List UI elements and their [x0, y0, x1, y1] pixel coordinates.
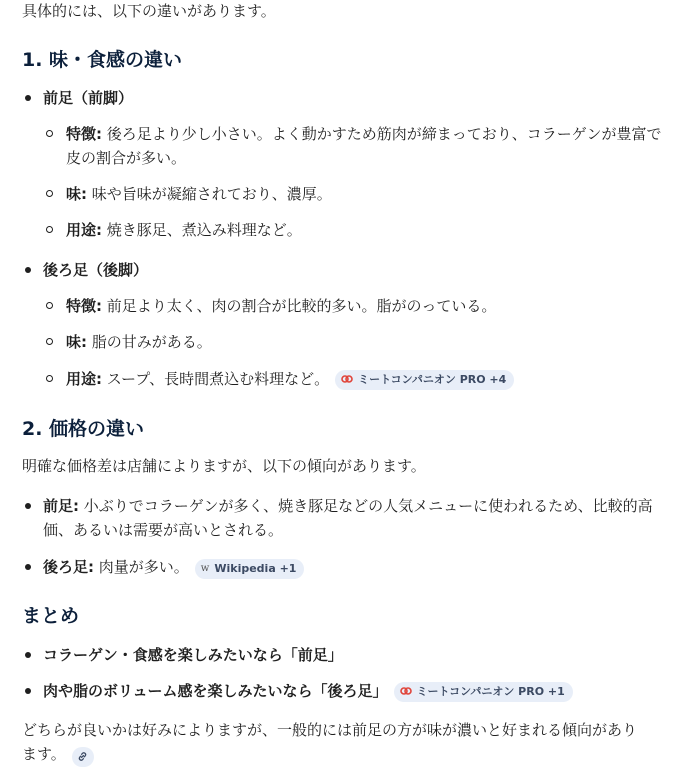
bullet-dot — [25, 652, 31, 658]
item-text: 脂の甘みがある。 — [87, 333, 212, 351]
bullet-dot — [25, 267, 31, 273]
bullet-dot — [25, 503, 31, 509]
source-chip-meat-companion[interactable] — [394, 682, 573, 702]
bullet-dot — [25, 688, 31, 694]
summary-text: コラーゲン・食感を楽しみたいなら「前足」 — [43, 646, 343, 664]
item-label: 用途: — [66, 221, 102, 239]
bullet-circle — [46, 190, 53, 197]
item-text: 小ぶりでコラーゲンが多く、焼き豚足などの人気メニューに使われるため、比較的高価、あるいは需要が高いとされる。 — [43, 497, 653, 539]
link-chip[interactable] — [72, 747, 94, 767]
bullet-dot — [25, 95, 31, 101]
price-intro: 明確な価格差は店舗によりますが、以下の傾向があります。 — [22, 457, 426, 475]
wikipedia-w-icon: w — [200, 563, 210, 574]
bullet-dot — [25, 564, 31, 570]
meat-companion-logo-icon — [400, 682, 412, 702]
item-label: 特徴: — [66, 297, 102, 315]
item-label: 味: — [66, 333, 87, 351]
source-chip-label: ミートコンパニオン PRO +1 — [416, 685, 565, 698]
item-text: 肉量が多い。 — [94, 558, 189, 576]
section-heading-summary: まとめ — [22, 605, 80, 627]
closing-text: どちらが良いかは好みによりますが、一般的には前足の方が味が濃いと好まれる傾向があります。 — [22, 721, 638, 763]
summary-text: 肉や脂のボリューム感を楽しみたいなら「後ろ足」 — [43, 682, 388, 700]
item-label: 前足: — [43, 497, 79, 515]
bullet-circle — [46, 226, 53, 233]
bullet-circle — [46, 302, 53, 309]
item-text: 前足より太く、肉の割合が比較的多い。脂がのっている。 — [102, 297, 497, 315]
back-title: 後ろ足（後脚） — [43, 261, 149, 279]
meat-companion-logo-icon — [341, 370, 353, 390]
source-chip-meat-companion[interactable] — [335, 370, 514, 390]
item-text: 後ろ足より少し小さい。よく動かすため筋肉が締まっており、コラーゲンが豊富で皮の割合が多い。 — [66, 125, 662, 167]
item-text: スープ、長時間煮込む料理など。 — [102, 370, 330, 388]
item-label: 特徴: — [66, 125, 102, 143]
item-label: 後ろ足: — [43, 558, 94, 576]
source-chip-wikipedia[interactable] — [195, 559, 305, 579]
bullet-circle — [46, 130, 53, 137]
item-text: 味や旨味が凝縮されており、濃厚。 — [87, 185, 332, 203]
section-heading-price: 2. 価格の違い — [22, 418, 145, 440]
bullet-circle — [46, 338, 53, 345]
section-heading-taste: 1. 味・食感の違い — [22, 49, 183, 71]
item-label: 用途: — [66, 370, 102, 388]
source-chip-label: Wikipedia +1 — [214, 562, 297, 575]
intro-text: 具体的には、以下の違いがあります。 — [22, 2, 276, 20]
bullet-circle — [46, 375, 53, 382]
item-text: 焼き豚足、煮込み料理など。 — [102, 221, 302, 239]
item-label: 味: — [66, 185, 87, 203]
source-chip-label: ミートコンパニオン PRO +4 — [358, 373, 507, 386]
front-title: 前足（前脚） — [43, 89, 134, 107]
link-icon — [77, 745, 88, 769]
closing-paragraph — [22, 718, 650, 767]
